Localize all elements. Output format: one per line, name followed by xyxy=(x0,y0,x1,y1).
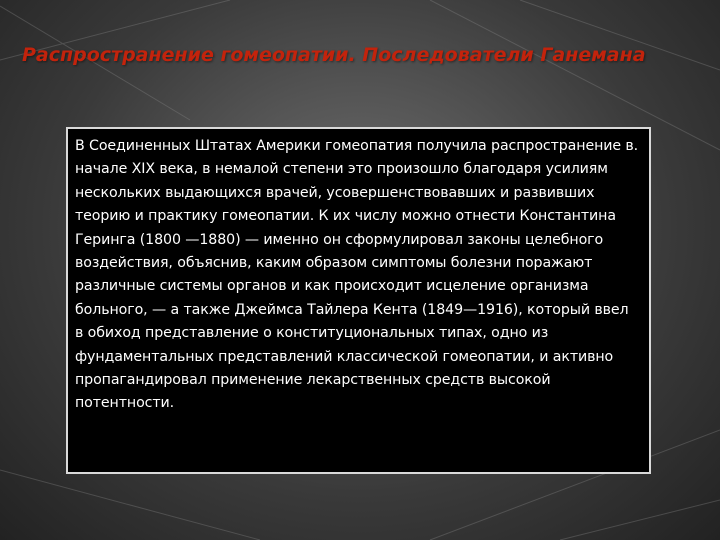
content-box xyxy=(66,127,651,474)
slide-title: Распространение гомеопатии. Последователи Ганемана xyxy=(22,44,646,66)
body-paragraph: В Соединенных Штатах Америки гомеопатия получила распространение в. начале XIX века, в немалой степени это произошло благодаря усилиям нескольких выдающихся врачей, усовершенствовавших и развивших теорию и практику гомеопатии. К их числу можно отнести Константина Геринга (1800 —1880) — именно он сформулировал законы целебного воздействия, объяснив, каким образом симптомы болезни поражают различные системы органов и как происходит исцеление организма больного, — а также Джеймса Тайлера Кента (1849—1916), который ввел в обиход представление о конституциональных типах, одно из фундаментальных представлений классической гомеопатии, и активно пропагандировал применение лекарственных средств высокой потентности. xyxy=(75,138,639,412)
